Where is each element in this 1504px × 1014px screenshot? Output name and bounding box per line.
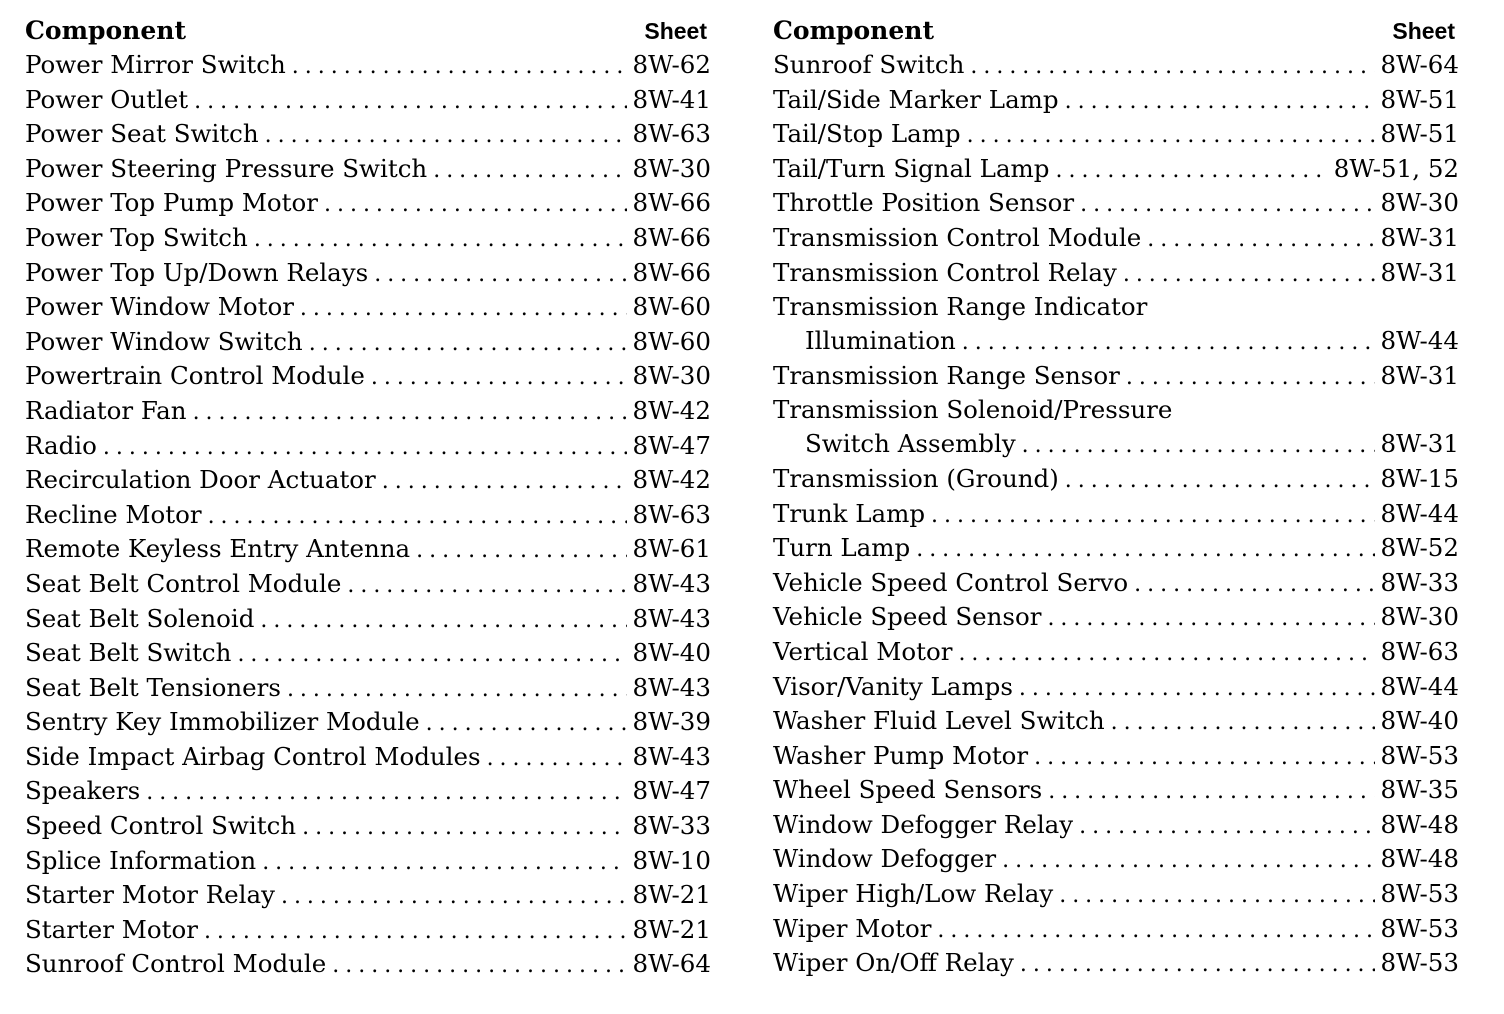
component-name: Transmission Control Relay	[773, 257, 1117, 287]
dot-leader	[1059, 883, 1374, 908]
right-column	[773, 16, 1459, 983]
dot-leader	[1022, 433, 1375, 458]
component-name: Washer Pump Motor	[773, 740, 1029, 770]
list-item	[773, 706, 1459, 741]
dot-leader	[281, 884, 627, 909]
dot-leader	[1080, 192, 1374, 217]
dot-leader	[292, 54, 627, 79]
dot-leader	[103, 435, 627, 460]
sheet-number: 8W-53	[1380, 879, 1459, 909]
component-name: Wiper On/Off Relay	[773, 948, 1014, 978]
dot-leader	[1019, 676, 1375, 701]
component-name: Side Impact Airbag Control Modules	[25, 741, 481, 771]
sheet-number: 8W-39	[632, 707, 711, 737]
sheet-number: 8W-31	[1380, 360, 1459, 390]
dot-leader	[1055, 158, 1327, 183]
component-name: Tail/Turn Signal Lamp	[773, 153, 1050, 183]
list-item	[773, 258, 1459, 293]
sheet-number: 8W-66	[632, 188, 711, 218]
dot-leader	[1079, 814, 1374, 839]
list-item	[773, 775, 1459, 810]
component-name: Starter Motor	[25, 914, 198, 944]
sheet-number: 8W-48	[1380, 844, 1459, 874]
component-name: Sentry Key Immobilizer Module	[25, 707, 420, 737]
list-item	[773, 914, 1459, 949]
list-item	[25, 119, 711, 154]
dot-leader	[937, 918, 1374, 943]
component-name: Radio	[25, 430, 97, 460]
list-item	[25, 811, 711, 846]
sheet-number: 8W-66	[632, 222, 711, 252]
list-item	[773, 637, 1459, 672]
dot-leader	[1065, 89, 1375, 114]
sheet-number: 8W-48	[1380, 809, 1459, 839]
component-name: Vertical Motor	[773, 636, 953, 666]
list-item	[773, 533, 1459, 568]
dot-leader	[962, 330, 1375, 355]
component-name: Power Seat Switch	[25, 119, 259, 149]
component-name: Starter Motor Relay	[25, 880, 275, 910]
list-item	[773, 429, 1459, 464]
list-item	[773, 499, 1459, 534]
list-item	[25, 604, 711, 639]
sheet-number: 8W-21	[632, 880, 711, 910]
sheet-number: 8W-30	[1380, 188, 1459, 218]
list-item	[25, 188, 711, 223]
list-item	[25, 915, 711, 950]
sheet-number: 8W-15	[1380, 463, 1459, 493]
list-item	[773, 119, 1459, 154]
list-item	[25, 569, 711, 604]
component-name: Wiper Motor	[773, 913, 932, 943]
sheet-number: 8W-66	[632, 257, 711, 287]
component-name: Throttle Position Sensor	[773, 188, 1075, 218]
dot-leader	[1111, 710, 1375, 735]
component-name: Splice Information	[25, 845, 257, 875]
sheet-number: 8W-31	[1380, 257, 1459, 287]
list-item	[25, 707, 711, 742]
sheet-number: 8W-40	[1380, 706, 1459, 736]
dot-leader	[146, 780, 626, 805]
sheet-number: 8W-30	[632, 153, 711, 183]
dot-leader	[309, 331, 627, 356]
dot-leader	[416, 538, 626, 563]
dot-leader	[347, 573, 626, 598]
sheet-number: 8W-53	[1380, 913, 1459, 943]
dot-leader	[374, 262, 626, 287]
component-heading: Component	[25, 16, 186, 45]
dot-leader	[1002, 848, 1374, 873]
sheet-number: 8W-47	[632, 430, 711, 460]
component-name: Wiper High/Low Relay	[773, 879, 1054, 909]
list-item	[773, 361, 1459, 396]
list-item	[773, 223, 1459, 258]
sheet-number: 8W-41	[632, 84, 711, 114]
sheet-number: 8W-10	[632, 845, 711, 875]
sheet-number: 8W-53	[1380, 740, 1459, 770]
dot-leader	[1126, 365, 1375, 390]
sheet-number: 8W-30	[1380, 602, 1459, 632]
sheet-number: 8W-62	[632, 50, 711, 79]
component-name: Seat Belt Switch	[25, 638, 232, 668]
dot-leader	[300, 296, 627, 321]
component-name: Speed Control Switch	[25, 811, 297, 841]
list-item	[25, 223, 711, 258]
sheet-number: 8W-51, 52	[1333, 153, 1459, 183]
component-name: Seat Belt Solenoid	[25, 603, 255, 633]
list-item	[773, 85, 1459, 120]
sheet-number: 8W-43	[632, 672, 711, 702]
sheet-number: 8W-47	[632, 776, 711, 806]
component-name: Vehicle Speed Sensor	[773, 602, 1042, 632]
list-item	[25, 431, 711, 466]
component-name: Power Mirror Switch	[25, 50, 286, 79]
sheet-number: 8W-63	[632, 119, 711, 149]
dot-leader	[237, 642, 626, 667]
list-item	[773, 464, 1459, 499]
list-item	[25, 949, 711, 984]
list-item	[773, 602, 1459, 637]
sheet-number: 8W-43	[632, 741, 711, 771]
component-name: Power Top Pump Motor	[25, 188, 318, 218]
list-item	[25, 258, 711, 293]
component-name: Power Window Motor	[25, 292, 294, 322]
sheet-heading: Sheet	[644, 18, 707, 44]
dot-leader	[254, 227, 627, 252]
list-item	[25, 465, 711, 500]
component-name: Recirculation Door Actuator	[25, 465, 376, 495]
sheet-number: 8W-51	[1380, 84, 1459, 114]
list-item	[25, 50, 711, 85]
component-name: Turn Lamp	[773, 533, 911, 563]
component-name: Power Window Switch	[25, 326, 303, 356]
dot-leader	[204, 919, 627, 944]
component-name: Visor/Vanity Lamps	[773, 671, 1013, 701]
dot-leader	[1065, 468, 1375, 493]
sheet-number: 8W-40	[632, 638, 711, 668]
sheet-number: 8W-42	[632, 465, 711, 495]
list-item	[25, 327, 711, 362]
component-name: Recline Motor	[25, 499, 202, 529]
sheet-number: 8W-42	[632, 395, 711, 425]
component-name: Seat Belt Tensioners	[25, 672, 281, 702]
dot-leader	[1147, 227, 1374, 252]
component-name: Sunroof Control Module	[25, 949, 327, 979]
sheet-number: 8W-44	[1380, 326, 1459, 356]
dot-leader	[426, 711, 627, 736]
list-item	[773, 844, 1459, 879]
list-item	[773, 948, 1459, 983]
dot-leader	[324, 192, 627, 217]
list-item	[25, 361, 711, 396]
dot-leader	[332, 953, 626, 978]
list-item	[773, 568, 1459, 603]
dot-leader	[970, 54, 1374, 79]
sheet-number: 8W-60	[632, 326, 711, 356]
list-item	[773, 50, 1459, 85]
dot-leader	[287, 677, 627, 702]
dot-leader	[1123, 262, 1375, 287]
sheet-number: 8W-64	[632, 949, 711, 979]
dot-leader	[931, 503, 1375, 528]
list-item	[25, 846, 711, 881]
dot-leader	[967, 123, 1375, 148]
component-name: Transmission (Ground)	[773, 463, 1059, 493]
list-item	[773, 188, 1459, 223]
list-item	[25, 673, 711, 708]
list-item	[773, 326, 1459, 361]
component-name: Illumination	[805, 326, 956, 356]
component-name: Speakers	[25, 776, 141, 806]
list-item	[773, 741, 1459, 776]
component-name: Tail/Side Marker Lamp	[773, 84, 1059, 114]
dot-leader	[1047, 606, 1374, 631]
dot-leader	[487, 746, 627, 771]
dot-leader	[916, 537, 1374, 562]
sheet-number: 8W-43	[632, 603, 711, 633]
component-name: Power Top Up/Down Relays	[25, 257, 369, 287]
dot-leader	[371, 365, 627, 390]
component-heading: Component	[773, 16, 934, 45]
list-item	[773, 154, 1459, 189]
dot-leader	[208, 504, 627, 529]
component-name: Power Steering Pressure Switch	[25, 153, 428, 183]
list-item-first-line: Transmission Solenoid/Pressure	[773, 395, 1173, 425]
dot-leader	[260, 608, 626, 633]
list-item	[25, 880, 711, 915]
sheet-number: 8W-33	[632, 811, 711, 841]
list-item	[25, 638, 711, 673]
component-name: Window Defogger	[773, 844, 997, 874]
component-name: Transmission Control Module	[773, 222, 1142, 252]
component-name: Vehicle Speed Control Servo	[773, 567, 1129, 597]
sheet-number: 8W-35	[1380, 775, 1459, 805]
sheet-number: 8W-63	[632, 499, 711, 529]
dot-leader	[958, 641, 1374, 666]
sheet-number: 8W-53	[1380, 948, 1459, 978]
sheet-number: 8W-61	[632, 534, 711, 564]
sheet-heading: Sheet	[1392, 18, 1455, 44]
column-header	[25, 16, 711, 50]
component-name: Washer Fluid Level Switch	[773, 706, 1105, 736]
dot-leader	[194, 89, 626, 114]
sheet-number: 8W-64	[1380, 50, 1459, 79]
sheet-number: 8W-52	[1380, 533, 1459, 563]
component-list	[25, 50, 711, 984]
list-item	[25, 776, 711, 811]
component-name: Switch Assembly	[805, 429, 1016, 459]
sheet-number: 8W-30	[632, 361, 711, 391]
sheet-number: 8W-51	[1380, 119, 1459, 149]
component-name: Powertrain Control Module	[25, 361, 365, 391]
sheet-number: 8W-33	[1380, 567, 1459, 597]
component-list	[773, 50, 1459, 983]
component-name: Window Defogger Relay	[773, 809, 1074, 839]
dot-leader	[433, 158, 626, 183]
dot-leader	[382, 469, 627, 494]
list-item	[773, 672, 1459, 707]
sheet-number: 8W-21	[632, 914, 711, 944]
sheet-number: 8W-44	[1380, 498, 1459, 528]
sheet-number: 8W-31	[1380, 222, 1459, 252]
dot-leader	[302, 815, 626, 840]
list-item-first-line: Transmission Range Indicator	[773, 292, 1148, 322]
sheet-number: 8W-44	[1380, 671, 1459, 701]
dot-leader	[262, 850, 626, 875]
column-header	[773, 16, 1459, 50]
left-column	[25, 16, 711, 984]
component-name: Power Outlet	[25, 84, 189, 114]
component-name: Seat Belt Control Module	[25, 568, 342, 598]
component-name: Remote Keyless Entry Antenna	[25, 534, 411, 564]
component-name: Radiator Fan	[25, 395, 187, 425]
dot-leader	[265, 123, 627, 148]
dot-leader	[193, 400, 627, 425]
component-name: Transmission Range Sensor	[773, 360, 1120, 390]
sheet-number: 8W-63	[1380, 636, 1459, 666]
list-item	[25, 85, 711, 120]
list-item	[25, 742, 711, 777]
component-name: Tail/Stop Lamp	[773, 119, 961, 149]
component-name: Trunk Lamp	[773, 498, 926, 528]
list-item	[25, 534, 711, 569]
list-item	[25, 396, 711, 431]
sheet-number: 8W-31	[1380, 429, 1459, 459]
list-item	[25, 292, 711, 327]
dot-leader	[1034, 745, 1374, 770]
sheet-number: 8W-43	[632, 568, 711, 598]
dot-leader	[1048, 779, 1374, 804]
component-name: Sunroof Switch	[773, 50, 965, 79]
component-name: Wheel Speed Sensors	[773, 775, 1043, 805]
list-item	[25, 500, 711, 535]
dot-leader	[1020, 952, 1375, 977]
sheet-number: 8W-60	[632, 292, 711, 322]
dot-leader	[1134, 572, 1374, 597]
list-item	[25, 154, 711, 189]
list-item	[773, 879, 1459, 914]
list-item	[773, 810, 1459, 845]
component-name: Power Top Switch	[25, 222, 248, 252]
